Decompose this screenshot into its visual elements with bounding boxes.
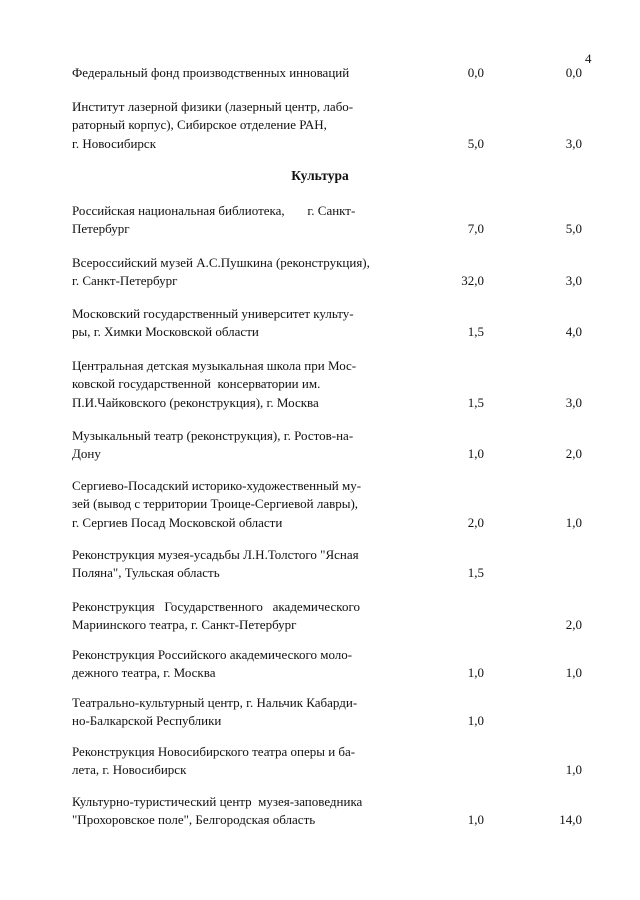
row-value-a: 2,0 bbox=[467, 514, 484, 530]
row-name-line: ковской государственной консерватории им. bbox=[72, 376, 321, 392]
row-name bbox=[72, 254, 380, 291]
row-name-line: раторный корпус), Сибирское отделение РАН, bbox=[72, 117, 327, 133]
row-value-b: 2,0 bbox=[565, 446, 582, 462]
row-name bbox=[72, 546, 380, 583]
row-value-a: 1,0 bbox=[467, 713, 484, 729]
row-name bbox=[72, 743, 380, 780]
row-value-a: 5,0 bbox=[467, 135, 484, 151]
row-name-line: Культурно-туристический центр музея-заповедника bbox=[72, 794, 363, 809]
row-name-line: Всероссийский музей А.С.Пушкина (реконструкция), bbox=[72, 255, 370, 270]
row-value-b: 3,0 bbox=[565, 394, 582, 410]
row-name-line: лета, г. Новосибирск bbox=[72, 762, 187, 778]
row-value-b: 1,0 bbox=[565, 665, 582, 681]
row-name bbox=[72, 694, 380, 731]
row-name-line: г. Сергиев Посад Московской области bbox=[72, 514, 283, 530]
row-value-b: 1,0 bbox=[565, 514, 582, 530]
row-name-line: Дону bbox=[72, 446, 101, 462]
row-name bbox=[72, 202, 380, 239]
row-value-a: 1,0 bbox=[467, 665, 484, 681]
row-value-b: 0,0 bbox=[565, 65, 582, 80]
row-name-line: Петербург bbox=[72, 221, 130, 237]
row-name bbox=[72, 357, 380, 412]
row-name-line: Реконструкция Российского академического моло- bbox=[72, 647, 353, 662]
row-name-line: Театрально-культурный центр, г. Нальчик Кабарди- bbox=[72, 695, 358, 710]
row-name bbox=[72, 793, 380, 830]
page-number: 4 bbox=[585, 51, 592, 66]
row-name bbox=[72, 98, 380, 153]
row-name-line: г. Новосибирск bbox=[72, 135, 157, 151]
row-name bbox=[72, 427, 380, 464]
row-name-line: ры, г. Химки Московской области bbox=[72, 324, 259, 340]
row-value-b: 3,0 bbox=[565, 273, 582, 289]
row-value-b: 4,0 bbox=[565, 324, 582, 340]
row-name-line: Музыкальный театр (реконструкция), г. Ростов-на- bbox=[72, 428, 354, 443]
row-value-a: 1,5 bbox=[467, 394, 484, 410]
row-value-a: 1,0 bbox=[467, 812, 484, 828]
row-value-b: 5,0 bbox=[565, 221, 582, 237]
section-heading: Культура bbox=[291, 168, 349, 183]
row-name-line: Поляна", Тульская область bbox=[72, 565, 220, 581]
row-name-line: зей (вывод с территории Троице-Сергиевой лавры), bbox=[72, 496, 359, 512]
row-value-a: 1,5 bbox=[467, 565, 484, 581]
row-name-line: Центральная детская музыкальная школа при Мос- bbox=[72, 358, 357, 373]
row-name bbox=[72, 646, 380, 683]
row-name-line: Реконструкция Новосибирского театра оперы и ба- bbox=[72, 744, 356, 759]
row-name bbox=[72, 64, 380, 82]
row-name-line: Федеральный фонд производственных инноваций bbox=[72, 65, 350, 80]
row-name-line: дежного театра, г. Москва bbox=[72, 665, 216, 681]
row-name-line: Мариинского театра, г. Санкт-Петербург bbox=[72, 617, 297, 633]
row-name bbox=[72, 305, 380, 342]
row-value-a: 1,5 bbox=[467, 324, 484, 340]
row-name-line: Московский государственный университет культу- bbox=[72, 306, 354, 321]
row-name-line: Институт лазерной физики (лазерный центр, лабо- bbox=[72, 99, 354, 114]
row-name-line: Реконструкция Государственного академического bbox=[72, 599, 360, 614]
row-value-b: 3,0 bbox=[565, 135, 582, 151]
row-value-a: 0,0 bbox=[467, 65, 484, 80]
row-value-a: 7,0 bbox=[467, 221, 484, 237]
row-name-line: Сергиево-Посадский историко-художественный му- bbox=[72, 478, 362, 493]
row-value-b: 14,0 bbox=[559, 812, 582, 828]
row-value-a: 1,0 bbox=[467, 446, 484, 462]
row-value-b: 1,0 bbox=[565, 762, 582, 778]
row-name-line: Российская национальная библиотека, г. Санкт- bbox=[72, 203, 356, 218]
row-name bbox=[72, 598, 380, 635]
row-name-line: Реконструкция музея-усадьбы Л.Н.Толстого "Ясная bbox=[72, 547, 359, 562]
row-value-b: 2,0 bbox=[565, 617, 582, 633]
row-value-a: 32,0 bbox=[461, 273, 484, 289]
row-name-line: "Прохоровское поле", Белгородская область bbox=[72, 812, 316, 828]
row-name-line: г. Санкт-Петербург bbox=[72, 273, 178, 289]
row-name bbox=[72, 477, 380, 532]
row-name-line: П.И.Чайковского (реконструкция), г. Москва bbox=[72, 394, 319, 410]
row-name-line: но-Балкарской Республики bbox=[72, 713, 222, 729]
